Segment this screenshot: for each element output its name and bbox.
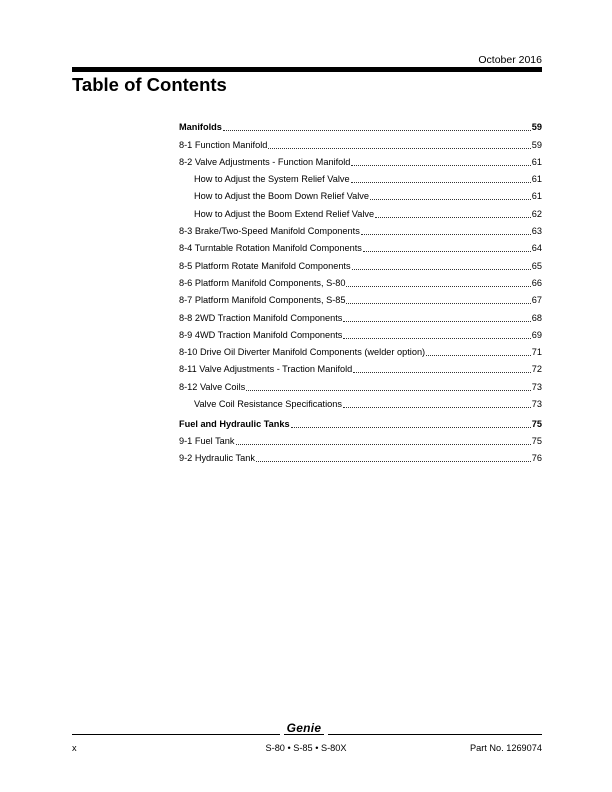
toc-entry-label: How to Adjust the System Relief Valve — [194, 174, 350, 185]
toc-entry-label: How to Adjust the Boom Extend Relief Valve — [194, 208, 375, 219]
toc-entry-page: 61 — [531, 191, 542, 202]
toc-dot-leader — [361, 233, 531, 235]
toc-entry-page: 59 — [531, 139, 542, 150]
toc-entry-label: Fuel and Hydraulic Tanks — [179, 418, 290, 429]
toc-entry-label: 8-5 Platform Rotate Manifold Components — [179, 260, 351, 271]
toc-entry[interactable] — [179, 306, 542, 323]
toc-entry[interactable] — [179, 289, 542, 306]
toc-dot-leader — [256, 460, 531, 462]
toc-section-heading[interactable] — [179, 116, 542, 133]
toc-entry-page: 64 — [531, 243, 542, 254]
toc-section-heading[interactable] — [179, 413, 542, 430]
toc-entry[interactable] — [179, 324, 542, 341]
toc-dot-leader — [343, 406, 531, 408]
toc-entry-page: 72 — [531, 364, 542, 375]
toc-entry-page: 61 — [531, 156, 542, 167]
toc-entry-label: 8-3 Brake/Two-Speed Manifold Components — [179, 226, 360, 237]
toc-entry-label: 8-9 4WD Traction Manifold Components — [179, 329, 343, 340]
header-rule — [72, 67, 542, 72]
toc-entry[interactable] — [179, 341, 542, 358]
toc-entry-page: 73 — [531, 399, 542, 410]
toc-entry[interactable] — [179, 272, 542, 289]
toc-dot-leader — [346, 302, 530, 304]
toc-entry[interactable] — [179, 202, 542, 219]
toc-dot-leader — [352, 268, 531, 270]
toc-dot-leader — [426, 354, 531, 356]
toc-entry[interactable] — [179, 254, 542, 271]
toc-entry-page: 62 — [531, 208, 542, 219]
toc-entry-label: 9-1 Fuel Tank — [179, 436, 235, 447]
toc-dot-leader — [236, 443, 531, 445]
toc-dot-leader — [363, 250, 531, 252]
footer-page-number: x — [72, 743, 77, 753]
toc-dot-leader — [370, 198, 531, 200]
genie-logo: Genie — [284, 722, 324, 735]
toc-entry[interactable] — [179, 185, 542, 202]
toc-entry-page: 59 — [531, 122, 542, 133]
toc-dot-leader — [351, 164, 530, 166]
toc-entry[interactable] — [179, 375, 542, 392]
toc-entry[interactable] — [179, 237, 542, 254]
toc-entry-page: 71 — [531, 347, 542, 358]
footer-rule-right — [328, 734, 542, 735]
footer-rule-left — [72, 734, 280, 735]
toc-entry-page: 76 — [531, 453, 542, 464]
footer-part-number: Part No. 1269074 — [469, 743, 542, 753]
toc-entry-label: 9-2 Hydraulic Tank — [179, 453, 255, 464]
toc-dot-leader — [268, 147, 530, 149]
toc-entry-label: 8-11 Valve Adjustments - Traction Manifold — [179, 364, 353, 375]
toc-entry[interactable] — [179, 430, 542, 447]
toc-dot-leader — [375, 216, 531, 218]
toc-entry-page: 75 — [531, 436, 542, 447]
toc-entry[interactable] — [179, 133, 542, 150]
toc-entry-page: 61 — [531, 174, 542, 185]
toc-entry[interactable] — [179, 447, 542, 464]
toc-entry-label: 8-1 Function Manifold — [179, 139, 268, 150]
toc-entry-label: 8-2 Valve Adjustments - Function Manifold — [179, 156, 351, 167]
toc-entry-label: 8-12 Valve Coils — [179, 381, 246, 392]
toc-entry-page: 67 — [531, 295, 542, 306]
toc-entry-label: 8-7 Platform Manifold Components, S-85 — [179, 295, 346, 306]
toc-entry-label: 8-10 Drive Oil Diverter Manifold Components (welder option) — [179, 347, 426, 358]
toc-entry-label: 8-6 Platform Manifold Components, S-80 — [179, 277, 346, 288]
toc-entry[interactable] — [179, 358, 542, 375]
toc-entry-page: 75 — [531, 418, 542, 429]
toc-entry[interactable] — [179, 220, 542, 237]
footer-models: S-80 • S-85 • S-80X — [265, 743, 347, 753]
toc-dot-leader — [343, 337, 530, 339]
toc-dot-leader — [353, 371, 530, 373]
toc-entry[interactable] — [179, 168, 542, 185]
toc-dot-leader — [346, 285, 530, 287]
toc-dot-leader — [351, 181, 531, 183]
toc-entry-label: How to Adjust the Boom Down Relief Valve — [194, 191, 369, 202]
toc-entry[interactable] — [179, 393, 542, 410]
toc-entry-page: 63 — [531, 226, 542, 237]
toc-entry-page: 73 — [531, 381, 542, 392]
toc-entry-page: 69 — [531, 329, 542, 340]
toc-entry[interactable] — [179, 151, 542, 168]
toc-entry-label: 8-8 2WD Traction Manifold Components — [179, 312, 343, 323]
header-date: October 2016 — [478, 54, 542, 66]
toc-entry-label: 8-4 Turntable Rotation Manifold Components — [179, 243, 362, 254]
page-title: Table of Contents — [72, 74, 227, 95]
toc-entry-label: Manifolds — [179, 122, 222, 133]
toc-list — [179, 116, 542, 464]
toc-entry-page: 68 — [531, 312, 542, 323]
toc-dot-leader — [291, 426, 531, 428]
toc-dot-leader — [343, 320, 530, 322]
toc-dot-leader — [223, 129, 531, 131]
toc-dot-leader — [246, 389, 531, 391]
toc-entry-page: 65 — [531, 260, 542, 271]
toc-entry-label: Valve Coil Resistance Specifications — [194, 399, 342, 410]
toc-entry-page: 66 — [531, 277, 542, 288]
